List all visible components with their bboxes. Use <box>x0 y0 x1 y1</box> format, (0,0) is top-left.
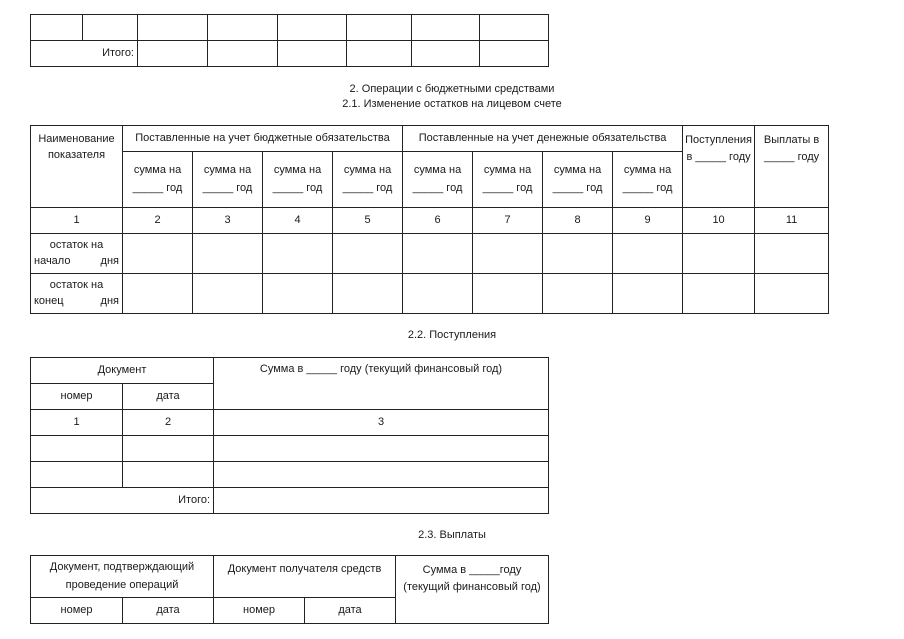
column-header-payments: Выплаты в _____ году <box>755 126 829 208</box>
table-cell[interactable] <box>263 234 333 274</box>
table-cell[interactable] <box>123 462 214 488</box>
column-number: 7 <box>473 208 543 234</box>
table-cell[interactable] <box>208 41 278 67</box>
column-number: 2 <box>123 410 214 436</box>
column-number: 5 <box>333 208 403 234</box>
table-cell[interactable] <box>347 41 412 67</box>
section-2-2-title: 2.2. Поступления <box>407 329 497 341</box>
table-cell[interactable] <box>31 462 123 488</box>
column-number: 9 <box>613 208 683 234</box>
table-cell[interactable] <box>123 234 193 274</box>
column-header-doc-recipient: Документ получателя средств <box>214 556 396 598</box>
column-number: 3 <box>214 410 549 436</box>
top-table <box>30 14 549 67</box>
column-header-name: Наименование показателя <box>31 126 123 208</box>
table-cell[interactable] <box>543 274 613 314</box>
group-header-money: Поставленные на учет денежные обязательства <box>403 126 683 152</box>
section-2-1-title: 2.1. Изменение остатков на лицевом счете <box>342 98 562 110</box>
payments-table <box>30 555 549 624</box>
header-row <box>31 556 549 598</box>
column-header-sum: сумма на _____ год <box>543 152 613 208</box>
table-cell[interactable] <box>208 15 278 41</box>
header-row <box>31 358 549 384</box>
total-label: Итого: <box>31 488 214 514</box>
column-header-sum: Сумма в _____году (текущий финансовый год) <box>396 556 549 624</box>
table-cell[interactable] <box>683 274 755 314</box>
table-cell[interactable] <box>214 436 549 462</box>
table-cell[interactable] <box>412 15 480 41</box>
table-cell[interactable] <box>214 462 549 488</box>
column-number: 4 <box>263 208 333 234</box>
column-number: 1 <box>31 410 123 436</box>
column-number: 11 <box>755 208 829 234</box>
column-header-number: номер <box>31 598 123 624</box>
table-cell[interactable] <box>138 15 208 41</box>
table-row <box>31 462 549 488</box>
column-header-date: дата <box>305 598 396 624</box>
table-cell[interactable] <box>473 274 543 314</box>
column-header-sum: сумма на _____ год <box>123 152 193 208</box>
table-cell[interactable] <box>347 15 412 41</box>
table-cell[interactable] <box>755 274 829 314</box>
column-number: 2 <box>123 208 193 234</box>
column-number: 6 <box>403 208 473 234</box>
table-cell[interactable] <box>83 15 138 41</box>
column-header-doc-confirm: Документ, подтверждающий проведение операций <box>31 556 214 598</box>
table-cell[interactable] <box>278 41 347 67</box>
receipts-table <box>30 357 549 514</box>
column-header-date: дата <box>123 598 214 624</box>
total-label: Итого: <box>31 41 138 67</box>
column-header-date: дата <box>123 384 214 410</box>
table-cell[interactable] <box>613 274 683 314</box>
table-row <box>31 15 549 41</box>
table-cell[interactable] <box>403 274 473 314</box>
row-label-start: остаток на начало дня <box>31 234 123 274</box>
table-cell[interactable] <box>333 234 403 274</box>
table-cell[interactable] <box>263 274 333 314</box>
table-cell[interactable] <box>473 234 543 274</box>
table-cell[interactable] <box>214 488 549 514</box>
column-header-sum: сумма на _____ год <box>263 152 333 208</box>
column-number: 10 <box>683 208 755 234</box>
column-header-sum: сумма на _____ год <box>473 152 543 208</box>
column-number: 1 <box>31 208 123 234</box>
column-number: 3 <box>193 208 263 234</box>
section-2-title: 2. Операции с бюджетными средствами <box>349 83 555 95</box>
section-2-3-title: 2.3. Выплаты <box>418 529 486 541</box>
table-cell[interactable] <box>123 274 193 314</box>
column-header-sum: сумма на _____ год <box>613 152 683 208</box>
column-header-document: Документ <box>31 358 214 384</box>
total-row <box>31 41 549 67</box>
table-cell[interactable] <box>683 234 755 274</box>
table-cell[interactable] <box>138 41 208 67</box>
table-cell[interactable] <box>480 15 549 41</box>
balance-change-table <box>30 125 829 314</box>
number-row <box>31 208 829 234</box>
table-cell[interactable] <box>333 274 403 314</box>
table-cell[interactable] <box>755 234 829 274</box>
column-header-number: номер <box>31 384 123 410</box>
total-row <box>31 488 549 514</box>
table-row <box>31 234 829 274</box>
table-row <box>31 274 829 314</box>
table-cell[interactable] <box>193 274 263 314</box>
table-cell[interactable] <box>613 234 683 274</box>
group-header-budget: Поставленные на учет бюджетные обязательства <box>123 126 403 152</box>
column-header-number: номер <box>214 598 305 624</box>
table-cell[interactable] <box>278 15 347 41</box>
table-cell[interactable] <box>403 234 473 274</box>
table-cell[interactable] <box>31 436 123 462</box>
table-cell[interactable] <box>123 436 214 462</box>
column-number: 8 <box>543 208 613 234</box>
column-header-sum: сумма на _____ год <box>403 152 473 208</box>
header-row <box>31 126 829 152</box>
column-header-receipts: Поступления в _____ году <box>683 126 755 208</box>
table-row <box>31 436 549 462</box>
column-header-sum: Сумма в _____ году (текущий финансовый год) <box>214 358 549 410</box>
column-header-sum: сумма на _____ год <box>333 152 403 208</box>
number-row <box>31 410 549 436</box>
table-cell[interactable] <box>480 41 549 67</box>
row-label-end: остаток на конец дня <box>31 274 123 314</box>
table-cell[interactable] <box>412 41 480 67</box>
table-cell[interactable] <box>543 234 613 274</box>
table-cell[interactable] <box>31 15 83 41</box>
column-header-sum: сумма на _____ год <box>193 152 263 208</box>
table-cell[interactable] <box>193 234 263 274</box>
